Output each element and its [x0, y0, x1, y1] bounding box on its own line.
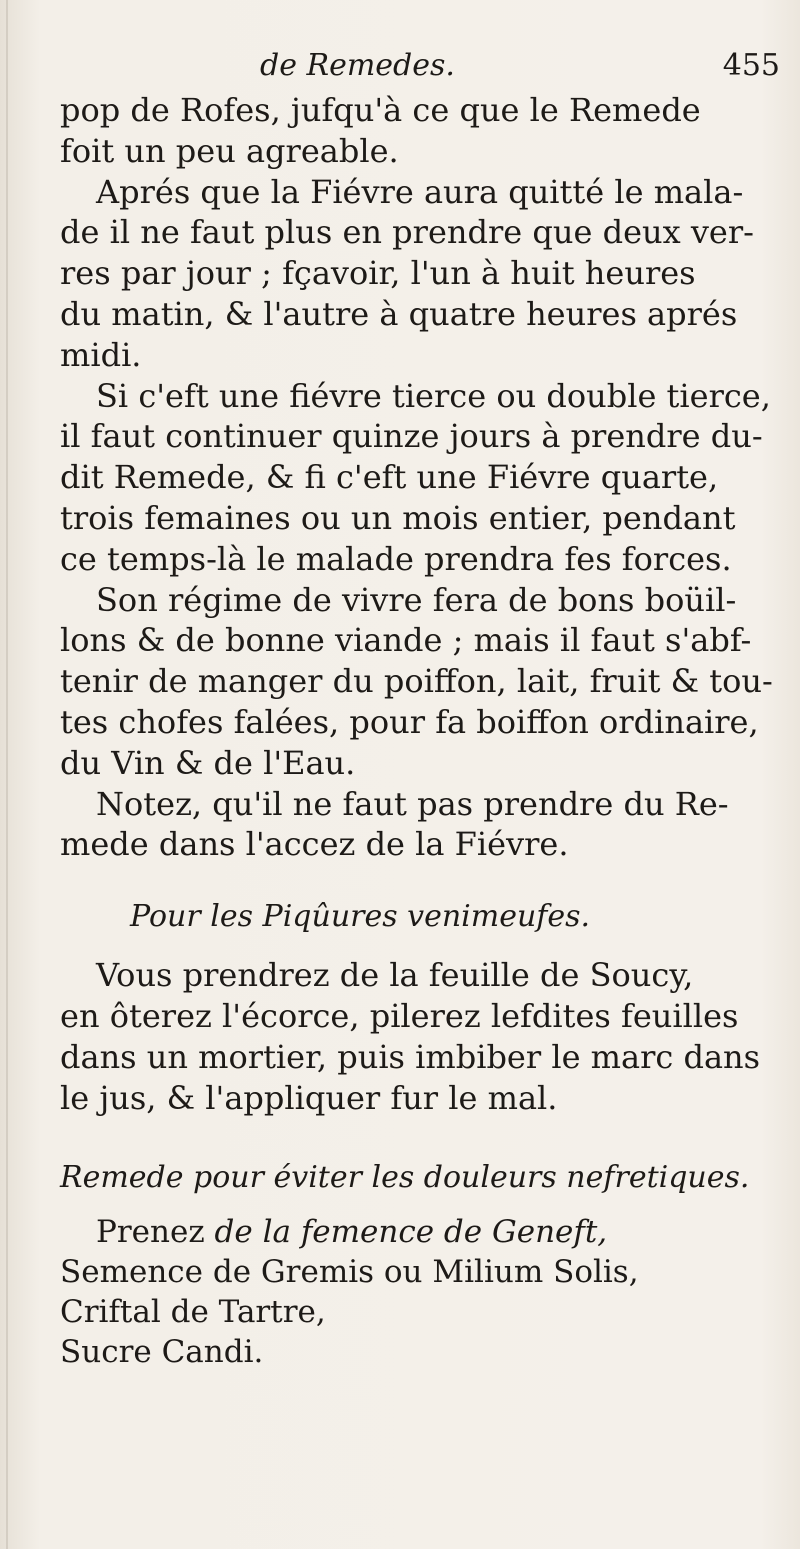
paragraph-after-fever [60, 172, 790, 376]
text-line: le jus, & l'appliquer fur le mal. [60, 1078, 558, 1117]
text-line: Notez, qu'il ne faut pas prendre du Re- [96, 784, 729, 823]
paragraph-notez [60, 784, 790, 866]
running-title: de Remedes. [260, 48, 455, 83]
page-number: 455 [722, 48, 780, 83]
text-line: du matin, & l'autre à quatre heures aprés [60, 294, 738, 333]
paragraph-continuation [60, 90, 790, 172]
ingredient-item: de la femence de Geneft, [214, 1214, 608, 1251]
text-line: il faut continuer quinze jours à prendre du- [60, 417, 763, 456]
ingredient-item: Sucre Candi. [60, 1334, 264, 1371]
running-head [60, 48, 790, 88]
ingredient-line [60, 1212, 790, 1252]
text-line: trois femaines ou un mois entier, pendant [60, 498, 736, 537]
ingredient-lead: Prenez [96, 1214, 215, 1251]
text-line: Vous prendrez de la feuille de Soucy, [96, 956, 694, 995]
text-line: Son régime de vivre fera de bons boüil- [96, 580, 737, 619]
text-line: midi. [60, 335, 142, 374]
paragraph-regime [60, 580, 790, 784]
text-line: mede dans l'accez de la Fiévre. [60, 825, 569, 864]
text-line: Si c'eft une fiévre tierce ou double tierce, [96, 376, 771, 415]
section-heading-nefretiques: Remede pour éviter les douleurs nefretiques. [60, 1160, 750, 1196]
text-line: du Vin & de l'Eau. [60, 743, 356, 782]
text-line: res par jour ; fçavoir, l'un à huit heures [60, 254, 696, 293]
paragraph-tierce [60, 376, 790, 580]
text-line: ce temps-là le malade prendra fes forces. [60, 539, 732, 578]
text-line: lons & de bonne viande ; mais il faut s'abf- [60, 621, 752, 660]
text-line: dit Remede, & fi c'eft une Fiévre quarte, [60, 458, 719, 497]
ingredient-item: Semence de Gremis ou Milium Solis, [60, 1254, 639, 1291]
ingredient-item: Criftal de Tartre, [60, 1294, 326, 1331]
text-line: pop de Rofes, jufqu'à ce que le Remede [60, 91, 701, 129]
paragraph-soucy [60, 955, 790, 1118]
text-line: foit un peu agreable. [60, 131, 399, 170]
text-line: tenir de manger du poiffon, lait, fruit & tou- [60, 662, 773, 701]
text-block [60, 48, 790, 1372]
text-line: Aprés que la Fiévre aura quitté le mala- [96, 172, 744, 211]
text-line: dans un mortier, puis imbiber le marc dans [60, 1037, 761, 1076]
section-heading-piqures: Pour les Piqûures venimeufes. [130, 899, 591, 935]
ingredient-list [60, 1212, 790, 1372]
text-line: en ôterez l'écorce, pilerez lefdites feuilles [60, 996, 739, 1035]
text-line: tes chofes falées, pour fa boiffon ordinaire, [60, 702, 759, 741]
text-line: de il ne faut plus en prendre que deux ver- [60, 213, 754, 252]
